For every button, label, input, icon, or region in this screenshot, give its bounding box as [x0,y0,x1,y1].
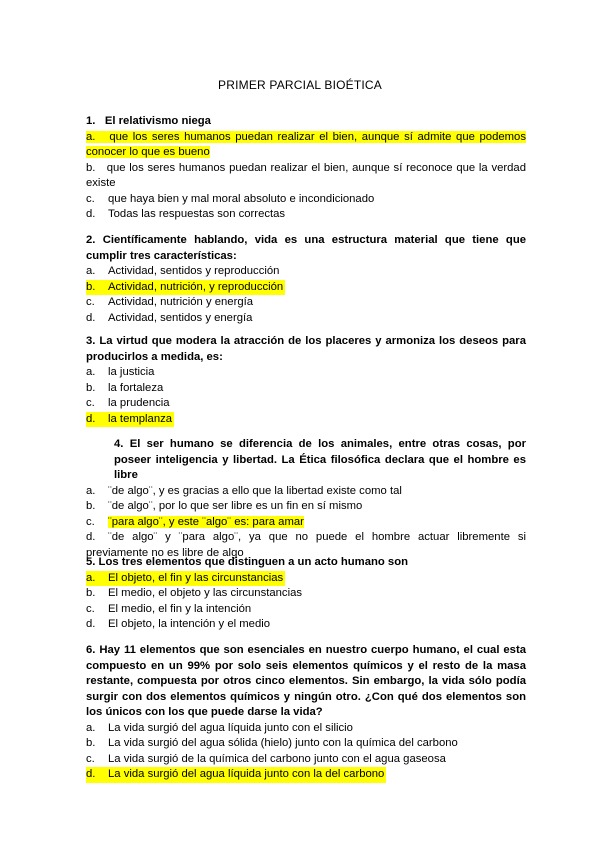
option-text: la fortaleza [108,381,164,394]
option-a [86,484,526,500]
option-text: ¨para algo¨, y este ¨algo¨ es: para amar [108,515,304,528]
question-stem-text: 4. El ser humano se diferencia de los animales, entre otras cosas, por poseer inteligencia y libertad. La Ética filosófica declara que el hombre es libre [114,438,526,481]
option-text: La vida surgió de la química del carbono junto con el agua gaseosa [108,752,446,765]
option-text: que los seres humanos puedan realizar el bien, aunque sí reconoce que la verdad [106,161,527,174]
option-c [86,602,526,618]
option-letter: c. [86,192,95,205]
option-letter: b. [86,587,96,599]
option-text-continuation: no es libre de algo [151,546,244,559]
option-text: El objeto, el fin y las circunstancias [108,571,284,584]
option-a [86,130,526,161]
option-text-continuation: existe [86,177,116,189]
option-text: Actividad, nutrición y energía [108,296,254,308]
option-text: Todas las respuestas son correctas [108,208,286,220]
question-stem: 5. Los tres elementos que distinguen a un acto humano son [86,556,409,568]
option-d [86,207,526,223]
option-b [86,499,526,515]
option-b [86,280,526,296]
question-stem: 6. Hay 11 elementos que son esenciales en nuestro cuerpo humano, el cual esta compuesto en un 99% por solo seis elementos químicos y el resto de la masa restante, compuesta por otros cinco elementos. Sin embargo, la vida sólo podía surgir con dos elementos químicos y ningún otro. ¿Con qué dos elementos son los únicos con los que puede darse la vida? [86,644,526,718]
question-stem: 3. La virtud que modera la atracción de los placeres y armoniza los deseos para producirlos a medida, es: [86,335,526,363]
option-letter: c. [86,602,95,615]
option-text-continuation: conocer lo que es bueno [86,146,210,158]
option-c [86,752,526,768]
option-text: Actividad, nutrición, y reproducción [108,280,284,293]
question-3 [86,334,526,427]
option-text: El medio, el objeto y las circunstancias [108,587,303,599]
option-letter: d. [86,531,96,543]
option-text: ¨de algo¨, y es gracias a ello que la libertad existe como tal [108,484,402,497]
option-text: la justicia [108,366,155,378]
option-letter: c. [86,296,95,308]
option-text: ¨de algo¨, por lo que ser libre es un fin en sí mismo [108,500,363,512]
option-letter: c. [86,515,95,528]
question-stem: 1. El relativismo niega [86,115,211,127]
option-letter: a. [86,130,96,143]
option-text: la prudencia [108,397,170,409]
question-4 [86,437,526,561]
option-letter: d. [86,412,96,425]
option-text: La vida surgió del agua sólida (hielo) junto con la química del carbono [108,737,458,749]
option-letter: a. [86,366,96,378]
option-letter: c. [86,752,95,765]
option-text: la templanza [108,412,173,425]
option-b [86,381,526,397]
question-5 [86,555,526,633]
question-6 [86,643,526,783]
option-text: El medio, el fin y la intención [108,602,252,615]
question-2 [86,233,526,326]
option-b [86,161,526,192]
option-text: ¨de algo¨ y ¨para algo¨, ya que no puede el hombre actuar libremente si previamente [86,531,526,559]
option-b [86,586,526,602]
option-text: que haya bien y mal moral absoluto e incondicionado [108,192,375,205]
option-text: que los seres humanos puedan realizar el bien, aunque sí admite que podemos [109,130,526,143]
option-d [86,311,526,327]
option-letter: d. [86,311,96,324]
option-letter: a. [86,571,96,584]
option-a [86,571,526,587]
question-stem: 2. Científicamente hablando, vida es una estructura material que tiene que cumplir tres características: [86,234,526,262]
question-stem [86,437,526,484]
option-c [86,396,526,412]
option-letter: b. [86,161,96,174]
option-letter: b. [86,381,96,394]
option-d [86,617,526,633]
option-b [86,736,526,752]
option-text: La vida surgió del agua líquida junto con la del carbono [108,768,385,780]
option-letter: d. [86,618,96,630]
option-letter: a. [86,484,96,497]
option-text: El objeto, la intención y el medio [108,618,271,630]
option-c [86,192,526,208]
question-1 [86,114,526,223]
page-title: PRIMER PARCIAL BIOÉTICA [218,78,382,92]
option-letter: d. [86,208,96,220]
option-c [86,295,526,311]
option-letter: b. [86,500,96,512]
option-letter: c. [86,397,95,409]
option-a [86,365,526,381]
option-text: Actividad, sentidos y energía [108,311,253,324]
option-a [86,721,526,737]
option-letter: a. [86,721,96,734]
option-letter: a. [86,265,96,277]
option-d [86,412,526,428]
option-letter: d. [86,768,96,780]
option-c [86,515,526,531]
option-text: Actividad, sentidos y reproducción [108,265,280,277]
option-d [86,767,526,783]
option-text: La vida surgió del agua líquida junto con el silicio [108,721,353,734]
option-letter: b. [86,737,96,749]
option-letter: b. [86,280,96,293]
option-a [86,264,526,280]
